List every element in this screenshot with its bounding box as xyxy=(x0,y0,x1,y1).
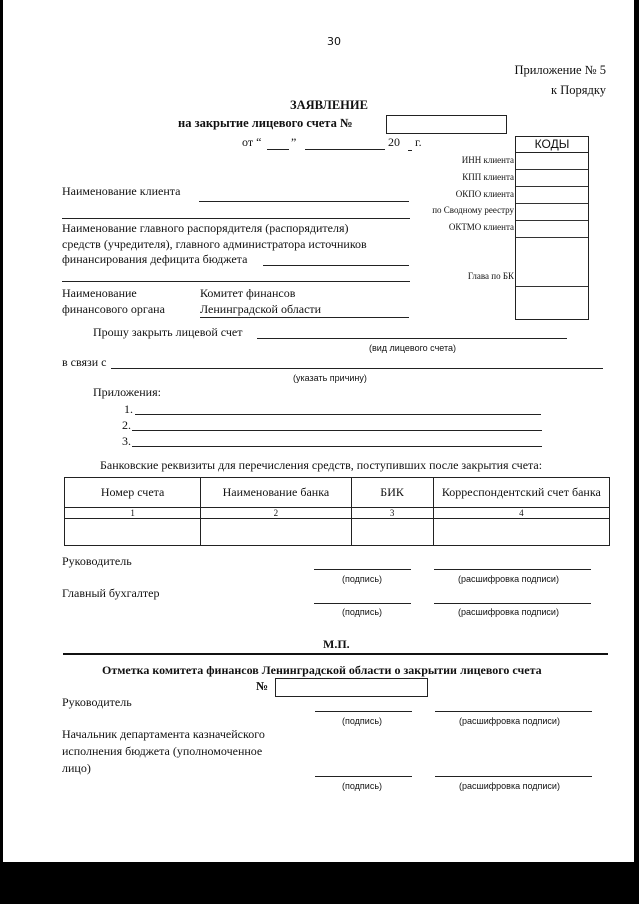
attachment-field-2[interactable] xyxy=(132,430,542,431)
finance-body-underline xyxy=(200,317,409,318)
column-number: 3 xyxy=(351,508,433,519)
treasury-signature-hint: (подпись) xyxy=(342,781,383,791)
date-prefix: от “ xyxy=(242,135,262,149)
committee-role-treasury-3: лицо) xyxy=(62,761,91,775)
committee-head-decode-field[interactable] xyxy=(435,711,592,712)
page-number: 30 xyxy=(327,35,341,48)
account-type-hint: (вид лицевого счета) xyxy=(369,343,456,353)
bank-caption: Банковские реквизиты для перечисления средств, поступивших после закрытия счета: xyxy=(100,458,543,472)
finance-body-value-1: Комитет финансов xyxy=(200,286,296,300)
code-extra-field[interactable] xyxy=(516,287,588,319)
column-number: 2 xyxy=(201,508,351,519)
attachments-label: Приложения: xyxy=(93,385,161,399)
attachment-field-1[interactable] xyxy=(135,414,541,415)
committee-role-treasury-1: Начальник департамента казначейского xyxy=(62,727,265,741)
code-inn-field[interactable] xyxy=(516,153,588,170)
client-name-field-2[interactable] xyxy=(62,218,410,219)
document-subtitle: на закрытие лицевого счета № xyxy=(178,116,353,130)
head-signature-decode-field[interactable] xyxy=(434,569,591,570)
date-quote-close: ” xyxy=(291,135,297,149)
accountant-signature-hint: (подпись) xyxy=(342,607,383,617)
column-header-corr-account: Корреспондентский счет банка xyxy=(433,478,609,508)
section-divider xyxy=(63,653,608,655)
column-number: 1 xyxy=(65,508,201,519)
column-header-bik: БИК xyxy=(351,478,433,508)
column-number: 4 xyxy=(433,508,609,519)
table-number-row xyxy=(65,508,610,519)
table-row xyxy=(65,519,610,546)
attachment-number-2: 2. xyxy=(122,418,131,432)
appendix-line1: Приложение № 5 xyxy=(514,63,606,77)
chief-admin-label-2: средств (учредителя), главного администратора источников xyxy=(62,237,367,251)
accountant-decode-hint: (расшифровка подписи) xyxy=(458,607,559,617)
head-signature-hint: (подпись) xyxy=(342,574,383,584)
appendix-line2: к Порядку xyxy=(551,83,606,97)
code-label-kpp: КПП клиента xyxy=(462,172,514,182)
corr-account-cell[interactable] xyxy=(433,519,609,546)
chief-admin-field[interactable] xyxy=(263,265,409,266)
committee-role-head: Руководитель xyxy=(62,695,132,709)
client-name-field[interactable] xyxy=(199,201,409,202)
date-year-prefix: 20 xyxy=(388,135,400,149)
document-page xyxy=(3,0,634,862)
table-header-row xyxy=(65,478,610,508)
date-month-field[interactable] xyxy=(305,149,385,150)
column-header-account: Номер счета xyxy=(65,478,201,508)
accountant-signature-decode-field[interactable] xyxy=(434,603,591,604)
codes-header: КОДЫ xyxy=(516,137,588,153)
account-type-field[interactable] xyxy=(257,338,567,339)
account-number-cell[interactable] xyxy=(65,519,201,546)
treasury-decode-field[interactable] xyxy=(435,776,592,777)
code-oktmo-field[interactable] xyxy=(516,221,588,238)
treasury-decode-hint: (расшифровка подписи) xyxy=(459,781,560,791)
code-registry-field[interactable] xyxy=(516,204,588,221)
date-year-field[interactable] xyxy=(408,150,412,151)
treasury-signature-field[interactable] xyxy=(315,776,412,777)
code-label-registry: по Сводному реестру xyxy=(432,205,514,215)
code-label-oktmo: ОКТМО клиента xyxy=(448,222,514,232)
reason-label: в связи с xyxy=(62,355,107,369)
codes-labels xyxy=(403,152,514,322)
committee-number-label: № xyxy=(256,679,269,693)
chief-admin-field-2[interactable] xyxy=(62,281,410,282)
finance-body-label-2: финансового органа xyxy=(62,302,165,316)
accountant-signature-field[interactable] xyxy=(314,603,411,604)
code-label-inn: ИНН клиента xyxy=(461,155,514,165)
finance-body-value-2: Ленинградской области xyxy=(200,302,322,316)
client-name-label: Наименование клиента xyxy=(62,184,181,198)
reason-field[interactable] xyxy=(111,368,603,369)
committee-mark-title: Отметка комитета финансов Ленинградской области о закрытии лицевого счета xyxy=(102,663,542,677)
bank-details-table xyxy=(64,477,610,546)
chief-admin-label-3: финансирования дефицита бюджета xyxy=(62,252,248,266)
codes-box xyxy=(515,136,589,320)
bik-cell[interactable] xyxy=(351,519,433,546)
code-okpo-field[interactable] xyxy=(516,187,588,204)
account-number-field[interactable] xyxy=(386,115,507,134)
attachment-field-3[interactable] xyxy=(132,446,542,447)
finance-body-label-1: Наименование xyxy=(62,286,137,300)
signature-role-head: Руководитель xyxy=(62,554,132,568)
committee-head-signature-field[interactable] xyxy=(315,711,412,712)
code-glava-bk-field[interactable] xyxy=(516,238,588,287)
committee-number-field[interactable] xyxy=(275,678,428,697)
document-title: ЗАЯВЛЕНИЕ xyxy=(290,98,368,112)
column-header-bank-name: Наименование банка xyxy=(201,478,351,508)
head-decode-hint: (расшифровка подписи) xyxy=(458,574,559,584)
reason-hint: (указать причину) xyxy=(293,373,367,383)
committee-role-treasury-2: исполнения бюджета (уполномоченное xyxy=(62,744,263,758)
signature-role-accountant: Главный бухгалтер xyxy=(62,586,160,600)
attachment-number-1: 1. xyxy=(124,402,133,416)
stamp-label: М.П. xyxy=(323,637,350,651)
date-suffix: г. xyxy=(415,135,422,149)
head-signature-field[interactable] xyxy=(314,569,411,570)
chief-admin-label-1: Наименование главного распорядителя (распорядителя) xyxy=(62,221,349,235)
bank-name-cell[interactable] xyxy=(201,519,351,546)
committee-head-signature-hint: (подпись) xyxy=(342,716,383,726)
attachment-number-3: 3. xyxy=(122,434,131,448)
code-label-glava-bk: Глава по БК xyxy=(467,271,514,281)
date-day-field[interactable] xyxy=(267,149,289,150)
request-label: Прошу закрыть лицевой счет xyxy=(93,325,243,339)
committee-head-decode-hint: (расшифровка подписи) xyxy=(459,716,560,726)
code-kpp-field[interactable] xyxy=(516,170,588,187)
code-label-okpo: ОКПО клиента xyxy=(455,189,514,199)
